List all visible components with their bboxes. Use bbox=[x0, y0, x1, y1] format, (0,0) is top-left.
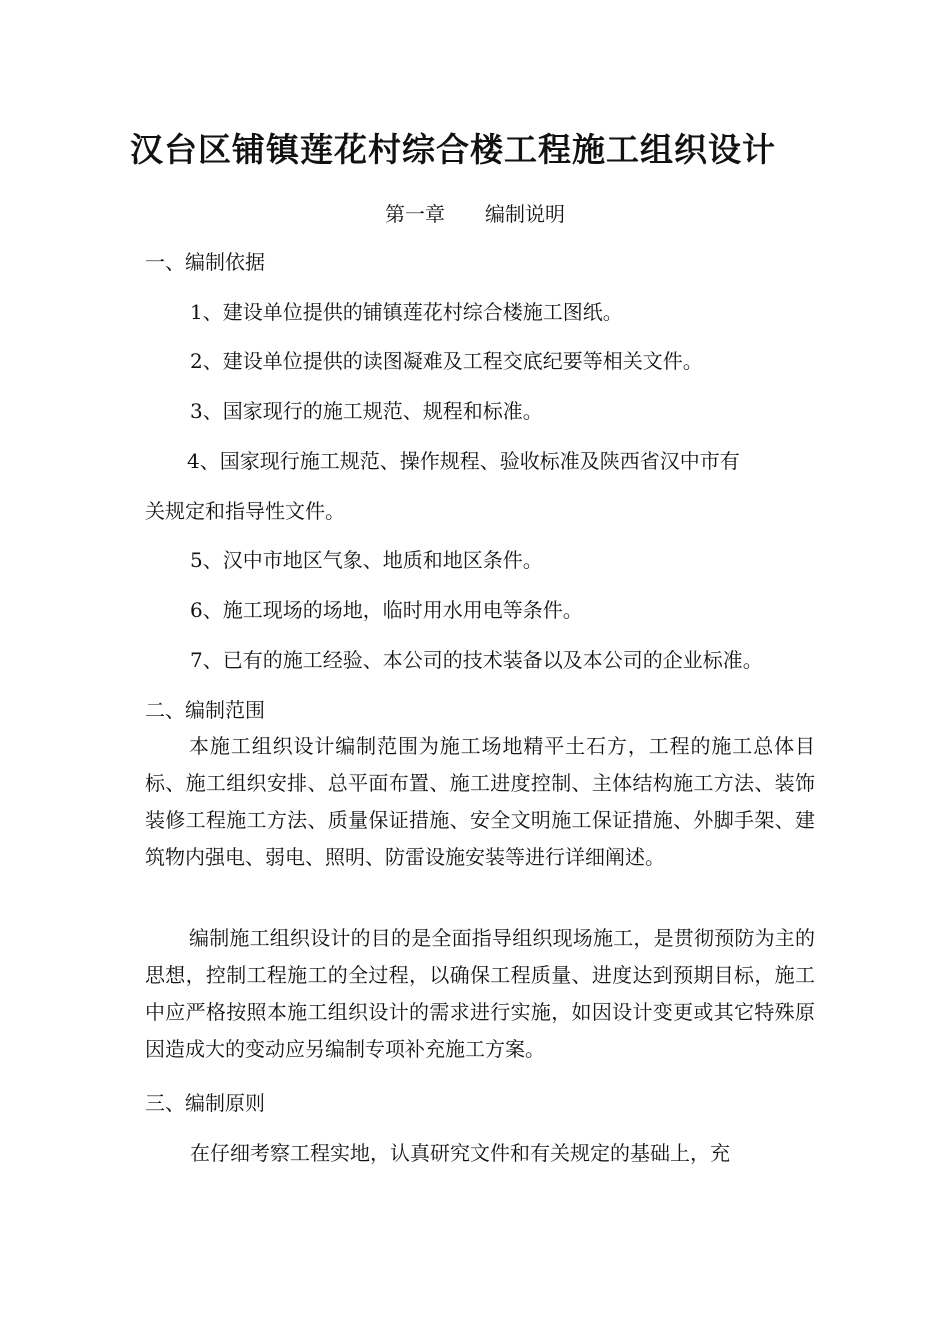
chapter-heading: 第一章 编制说明 bbox=[385, 202, 565, 226]
basis-item-4-continued: 关规定和指导性文件。 bbox=[145, 499, 345, 523]
basis-item-1: 1、建设单位提供的铺镇莲花村综合楼施工图纸。 bbox=[190, 300, 623, 324]
basis-item-2: 2、建设单位提供的读图凝难及工程交底纪要等相关文件。 bbox=[190, 349, 703, 373]
scope-paragraph-1: 本施工组织设计编制范围为施工场地精平土石方，工程的施工总体目标、施工组织安排、总平面布置、施工进度控制、主体结构施工方法、装饰装修工程施工方法、质量保证措施、安全文明施工保证措施、外脚手架、建筑物内强电、弱电、照明、防雷设施安装等进行详细阐述。 bbox=[145, 734, 815, 869]
section-heading-scope: 二、编制范围 bbox=[145, 698, 265, 722]
scope-paragraph-2: 编制施工组织设计的目的是全面指导组织现场施工，是贯彻预防为主的思想，控制工程施工的全过程，以确保工程质量、进度达到预期目标，施工中应严格按照本施工组织设计的需求进行实施，如因设计变更或其它特殊原因造成大的变动应另编制专项补充施工方案。 bbox=[145, 926, 815, 1061]
basis-item-5: 5、汉中市地区气象、地质和地区条件。 bbox=[190, 548, 543, 572]
principles-paragraph-1: 在仔细考察工程实地，认真研究文件和有关规定的基础上，充 bbox=[190, 1141, 730, 1165]
section-heading-principles: 三、编制原则 bbox=[145, 1091, 265, 1115]
basis-item-4: 4、国家现行施工规范、操作规程、验收标准及陕西省汉中市有 bbox=[187, 449, 740, 473]
section-heading-basis: 一、编制依据 bbox=[145, 250, 265, 274]
basis-item-6: 6、施工现场的场地，临时用水用电等条件。 bbox=[190, 598, 583, 622]
document-title: 汉台区铺镇莲花村综合楼工程施工组织设计 bbox=[130, 130, 776, 169]
basis-item-7: 7、已有的施工经验、本公司的技术装备以及本公司的企业标准。 bbox=[190, 648, 763, 672]
basis-item-3: 3、国家现行的施工规范、规程和标准。 bbox=[190, 399, 543, 423]
